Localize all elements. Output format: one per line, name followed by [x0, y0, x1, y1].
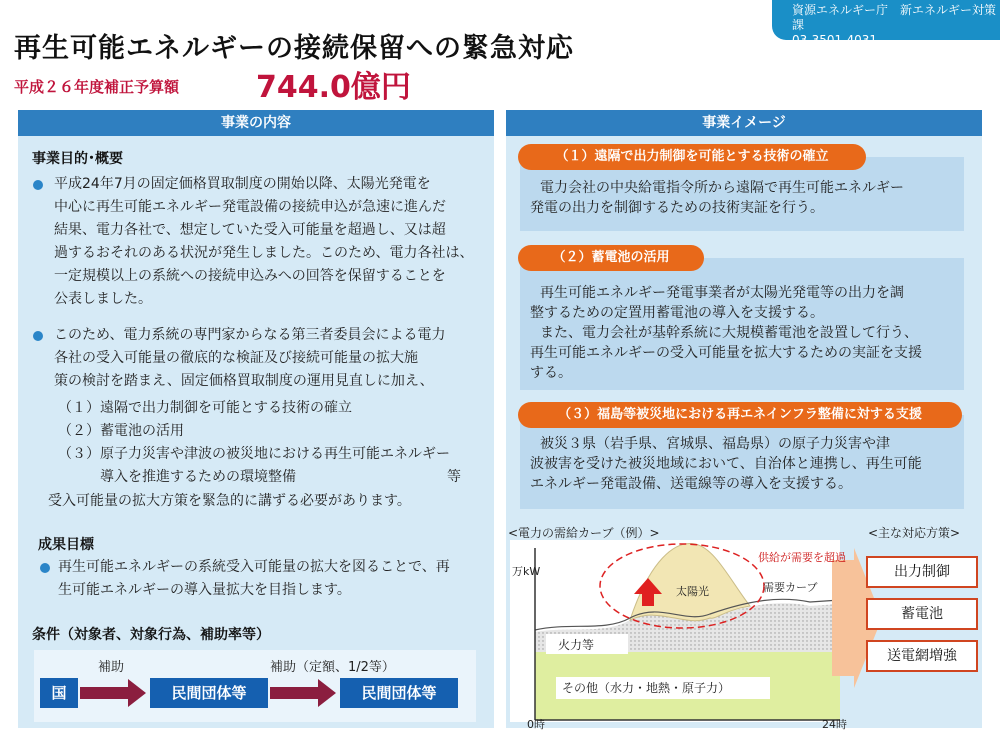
section2-title: （２）蓄電池の活用 [518, 245, 704, 271]
text-line: このため、電力系統の専門家からなる第三者委員会による電力 [54, 327, 446, 343]
measures-list [58, 397, 450, 466]
text-line: 生可能エネルギーの導入量拡大を目指します。 [58, 582, 351, 598]
list-item: （１）遠隔で出力制御を可能とする技術の確立 [58, 400, 352, 416]
measure-battery: 蓄電池 [866, 598, 978, 630]
text-line: エネルギー発電設備、送電線等の導入を支援する。 [530, 476, 852, 492]
purpose-label: 事業目的･概要 [32, 151, 123, 167]
list-item: （３）原子力災害や津波の被災地における再生可能エネルギー [58, 446, 450, 462]
measures-caption: <主な対応方策> [868, 526, 961, 540]
other-sources-label-text: その他（水力・地熱・原子力） [562, 681, 731, 695]
flow-box-private-1: 民間団体等 [150, 678, 268, 708]
x-end-label: 24時 [822, 718, 847, 731]
outcome-paragraph [58, 556, 450, 602]
text-line: 再生可能エネルギーの系統受入可能量の拡大を図ることで、再 [58, 559, 450, 575]
text-line: 公表しました。 [54, 291, 152, 307]
text-line: 電力会社の中央給電指令所から遠隔で再生可能エネルギー [540, 180, 904, 196]
closing-text: 受入可能量の拡大方策を緊急的に講ずる必要があります。 [48, 493, 411, 509]
text-line: する。 [530, 365, 572, 381]
text-line: 被災３県（岩手県、宮城県、福島県）の原子力災害や津 [540, 436, 890, 452]
section3-text [530, 434, 922, 494]
thermal-label [546, 634, 628, 654]
text-line: 一定規模以上の系統への接続申込みへの回答を保留することを [54, 268, 446, 284]
left-panel-header: 事業の内容 [18, 110, 494, 136]
thermal-label-text: 火力等 [558, 638, 595, 652]
flow-arrow-icon [80, 678, 148, 708]
conditions-label: 条件（対象者、対象行為、補助率等） [32, 627, 270, 643]
text-line: 平成24年7月の固定価格買取制度の開始以降、太陽光発電を [54, 176, 431, 192]
agency-name: 資源エネルギー庁 新エネルギー対策課 [792, 3, 997, 32]
agency-phone: 03-3501-4031 [792, 33, 878, 47]
section1-title: （１）遠隔で出力制御を可能とする技術の確立 [518, 144, 866, 170]
text-line: 再生可能エネルギー発電事業者が太陽光発電等の出力を調 [540, 285, 904, 301]
demand-curve-label: 需要カーブ [763, 581, 818, 594]
bullet-dot [33, 180, 43, 190]
text-line: 再生可能エネルギーの受入可能量を拡大するための実証を支援 [530, 345, 922, 361]
x-start-label: 0時 [527, 718, 545, 731]
budget-amount: 744.0億円 [256, 70, 411, 105]
right-panel-header: 事業イメージ [506, 110, 982, 136]
text-line: 整するための定置用蓄電池の導入を支援する。 [530, 305, 824, 321]
arrow1-label: 補助 [98, 660, 125, 675]
text-line: また、電力会社が基幹系統に大規模蓄電池を設置して行う、 [540, 325, 918, 341]
flow-box-private-2: 民間団体等 [340, 678, 458, 708]
bullet-dot [40, 563, 50, 573]
flow-box-government: 国 [40, 678, 78, 708]
text-line: 策の検討を踏まえ、固定価格買取制度の運用見直しに加え、 [54, 373, 434, 389]
other-sources-label [556, 677, 770, 699]
section1-text [530, 178, 904, 218]
solar-label: 太陽光 [676, 585, 709, 598]
arrow2-label: 補助（定額、1/2等） [270, 660, 395, 675]
text-line: 発電の出力を制御するための技術実証を行う。 [530, 200, 824, 216]
list-item: （２）蓄電池の活用 [58, 423, 184, 439]
page-title: 再生可能エネルギーの接続保留への緊急対応 [14, 33, 574, 64]
etc-text: 等 [447, 469, 461, 485]
text-line: 結果、電力各社で、想定していた受入可能量を超過し、又は超 [54, 222, 446, 238]
section3-title: （３）福島等被災地における再エネインフラ整備に対する支援 [518, 402, 962, 428]
text-line: 各社の受入可能量の徹底的な検証及び接続可能量の拡大施 [54, 350, 418, 366]
budget-label: 平成２６年度補正予算額 [14, 78, 180, 96]
text-line: 波被害を受けた被災地域において、自治体と連携し、再生可能 [530, 456, 922, 472]
agency-tag [772, 0, 1000, 47]
outcome-label: 成果目標 [38, 537, 94, 553]
text-line: 過するおそれのある状況が発生しました。このため、電力各社は、 [54, 245, 474, 261]
chart-caption: <電力の需給カーブ（例）> [508, 526, 660, 540]
section2-text [530, 283, 922, 383]
subsidy-flow [34, 650, 476, 722]
purpose-paragraph [54, 173, 473, 311]
oversupply-label: 供給が需要を超過 [758, 551, 846, 564]
measure-output-control: 出力制御 [866, 556, 978, 588]
bullet-dot [33, 331, 43, 341]
measure-grid-reinforcement: 送電網増強 [866, 640, 978, 672]
list-item-continuation: 導入を推進するための環境整備 [100, 469, 296, 485]
flow-arrow-icon [270, 678, 338, 708]
measures-paragraph [54, 324, 445, 393]
y-unit-label: 万kW [512, 565, 541, 578]
text-line: 中心に再生可能エネルギー発電設備の接続申込が急速に進んだ [54, 199, 446, 215]
